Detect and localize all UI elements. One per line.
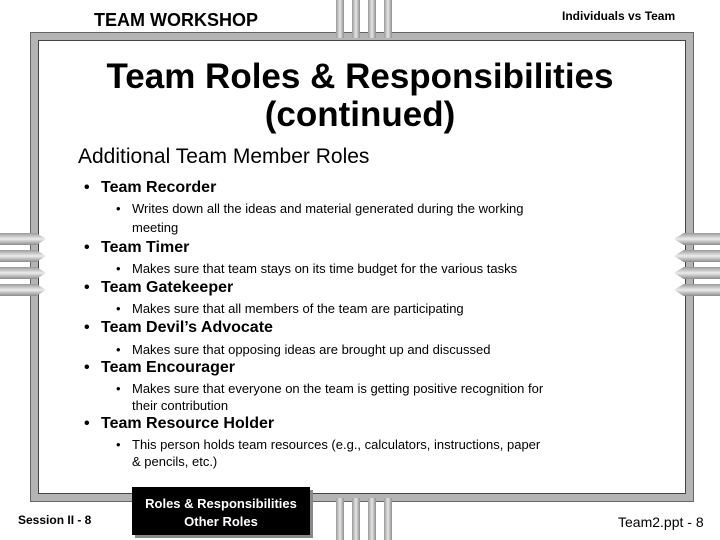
decor-bar	[336, 498, 344, 540]
role-description-line: meeting	[132, 220, 179, 235]
role-description-line: Makes sure that everyone on the team is getting positive recognition for	[132, 381, 544, 396]
decor-bar	[352, 498, 360, 540]
role-description-line: This person holds team resources (e.g., calculators, instructions, paper	[132, 437, 541, 452]
bullet-icon: •	[84, 359, 90, 376]
decor-tab	[674, 267, 720, 279]
bullet-icon: •	[116, 437, 121, 452]
role-name: Team Devil’s Advocate	[101, 319, 273, 336]
bullet-icon: •	[84, 319, 90, 336]
role-description-line: & pencils, etc.)	[132, 454, 218, 469]
footer-topic-box	[132, 487, 310, 535]
decor-bar	[384, 498, 392, 540]
decor-tab	[0, 233, 46, 245]
bullet-icon: •	[84, 279, 90, 296]
role-description-line: their contribution	[132, 398, 229, 413]
bullet-icon: •	[84, 179, 90, 196]
decor-bar	[352, 0, 360, 38]
decor-tab	[674, 250, 720, 262]
bullet-icon: •	[84, 239, 90, 256]
role-name: Team Resource Holder	[101, 415, 275, 432]
slide-subtitle: Additional Team Member Roles	[78, 145, 370, 168]
bullet-icon: •	[116, 201, 121, 216]
role-name: Team Timer	[101, 239, 190, 256]
footer-topic-line1: Roles & Responsibilities	[145, 496, 297, 511]
bullet-icon: •	[116, 301, 121, 316]
decor-tab	[0, 250, 46, 262]
role-description-line: Makes sure that all members of the team are participating	[132, 301, 464, 316]
role-description-line: Makes sure that team stays on its time budget for the various tasks	[132, 261, 518, 276]
role-name: Team Encourager	[101, 359, 235, 376]
header-workshop-title: TEAM WORKSHOP	[94, 10, 258, 30]
bullet-icon: •	[84, 415, 90, 432]
bullet-icon: •	[116, 381, 121, 396]
decor-bar	[384, 0, 392, 38]
role-name: Team Recorder	[101, 179, 217, 196]
slide-title-line1: Team Roles & Responsibilities	[106, 57, 614, 96]
decor-tab	[674, 233, 720, 245]
decor-bar	[336, 0, 344, 38]
role-name: Team Gatekeeper	[101, 279, 234, 296]
bullet-icon: •	[116, 261, 121, 276]
decor-bar	[368, 0, 376, 38]
slide-title-line2: (continued)	[264, 95, 456, 134]
role-description-line: Writes down all the ideas and material generated during the working	[132, 201, 524, 216]
header-section-title: Individuals vs Team	[562, 9, 676, 23]
decor-tab	[0, 284, 46, 296]
footer-page-ref: Team2.ppt - 8	[618, 514, 704, 530]
footer-session-label: Session II - 8	[18, 513, 92, 527]
decor-bar	[368, 498, 376, 540]
slide-title	[40, 58, 680, 134]
bullet-icon: •	[116, 342, 121, 357]
role-description-line: Makes sure that opposing ideas are brought up and discussed	[132, 342, 491, 357]
footer-topic-line2: Other Roles	[184, 514, 258, 529]
decor-tab	[0, 267, 46, 279]
decor-tab	[674, 284, 720, 296]
